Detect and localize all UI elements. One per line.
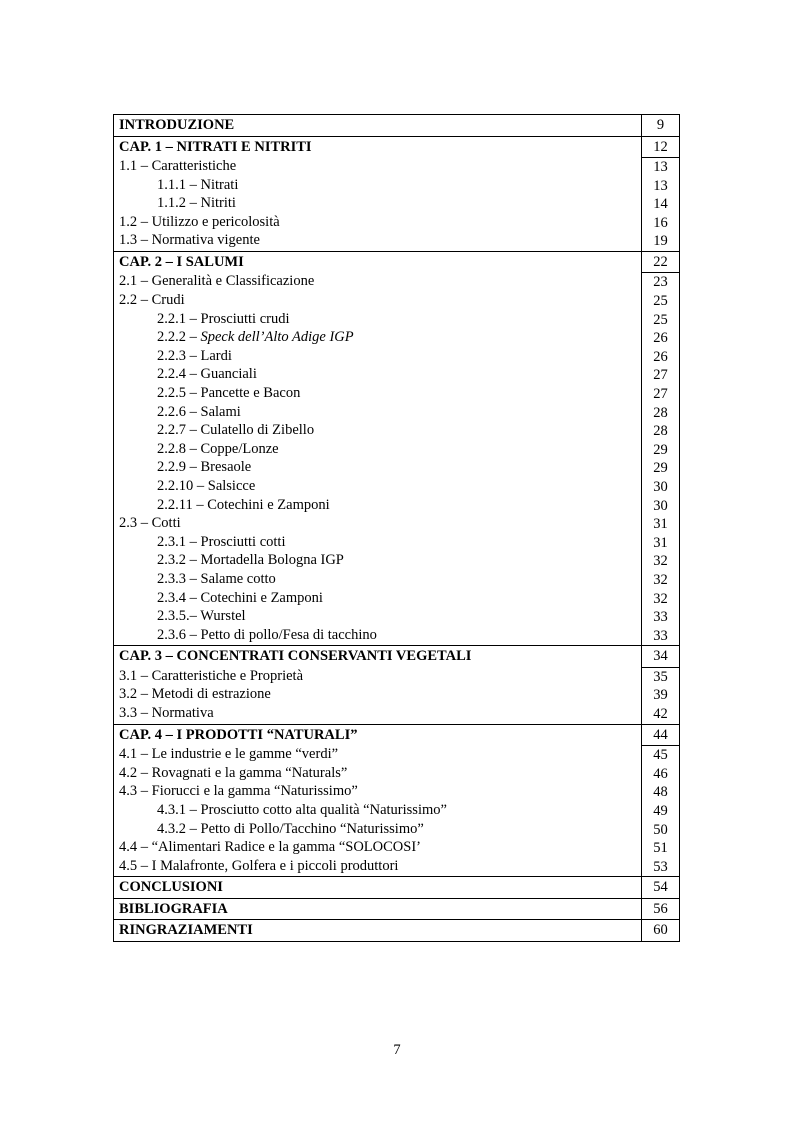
toc-page-number: 13 bbox=[653, 159, 668, 175]
toc-page-number: 33 bbox=[653, 609, 668, 626]
toc-page-number: 27 bbox=[653, 367, 668, 384]
toc-pages-column bbox=[642, 137, 679, 251]
toc-page-number: 16 bbox=[653, 214, 668, 231]
toc-entry-text: 2.2.8 – Coppe/Lonze bbox=[157, 440, 279, 457]
toc-entry-text: BIBLIOGRAFIA bbox=[119, 900, 228, 917]
toc-entry-title bbox=[114, 213, 641, 232]
toc-titles-column bbox=[114, 725, 642, 877]
toc-pages-column bbox=[642, 920, 679, 941]
toc-entry-title bbox=[114, 857, 641, 876]
toc-chapter-title bbox=[114, 725, 641, 746]
toc-entry-text: 2.2.10 – Salsicce bbox=[157, 478, 256, 494]
toc-chapter-title bbox=[114, 920, 641, 941]
toc-entry-text: 2.3.5.– Wurstel bbox=[157, 608, 246, 625]
toc-entry-text: 2.3.2 – Mortadella Bologna IGP bbox=[157, 552, 344, 569]
toc-titles-column bbox=[114, 252, 642, 645]
toc-page-number: 56 bbox=[653, 900, 668, 917]
toc-entry-text: 3.1 – Caratteristiche e Proprietà bbox=[119, 667, 304, 684]
toc-page-number: 12 bbox=[642, 137, 679, 159]
toc-entry-text: 2.2.7 – Culatello di Zibello bbox=[157, 422, 315, 439]
toc-page-number: 14 bbox=[653, 196, 668, 213]
toc-entry-text: 1.3 – Normativa vigente bbox=[119, 232, 260, 249]
toc-entry-text: 2.3.3 – Salame cotto bbox=[157, 570, 276, 587]
toc-page-number: 22 bbox=[642, 252, 679, 274]
toc-entry-text: RINGRAZIAMENTI bbox=[119, 922, 253, 939]
toc-page-number: 33 bbox=[653, 627, 668, 644]
toc-page-number: 27 bbox=[653, 386, 668, 403]
toc-page-number: 31 bbox=[653, 516, 668, 533]
toc-entry-title bbox=[114, 194, 641, 213]
toc-entry-title bbox=[114, 514, 641, 533]
toc-page-number: 46 bbox=[653, 765, 668, 782]
toc-page-number: 50 bbox=[653, 821, 668, 838]
toc-page-number: 32 bbox=[653, 571, 668, 588]
toc-entry-title bbox=[114, 533, 641, 552]
toc-page-number: 32 bbox=[653, 590, 668, 607]
toc-entry-title bbox=[114, 310, 641, 329]
toc-entry-text: 4.5 – I Malafronte, Golfera e i piccoli produttori bbox=[119, 857, 399, 874]
toc-page-number: 9 bbox=[656, 117, 665, 133]
toc-entry-title bbox=[114, 704, 641, 723]
toc-entry-text: 2.2.4 – Guanciali bbox=[157, 366, 257, 383]
toc-entry-text: 3.2 – Metodi di estrazione bbox=[119, 686, 271, 703]
toc-section bbox=[114, 137, 679, 252]
toc-section bbox=[114, 252, 679, 646]
toc-chapter-title bbox=[114, 646, 641, 667]
toc-section bbox=[114, 877, 679, 899]
toc-entry-text: 1.1 – Caratteristiche bbox=[119, 158, 237, 174]
toc-entry-title bbox=[114, 496, 641, 515]
toc-entry-title bbox=[114, 589, 641, 608]
toc-entry-text: 2.1 – Generalità e Classificazione bbox=[119, 273, 315, 290]
toc-titles-column bbox=[114, 137, 642, 251]
toc-entry-text: CAP. 2 – I SALUMI bbox=[119, 253, 244, 270]
toc-entry-text: 4.3 – Fiorucci e la gamma “Naturissimo” bbox=[119, 783, 358, 800]
toc-entry-text: 4.1 – Le industrie e le gamme “verdi” bbox=[119, 746, 339, 763]
toc-entry-text: 4.3.2 – Petto di Pollo/Tacchino “Naturissimo” bbox=[157, 820, 424, 837]
toc-entry-title bbox=[114, 551, 641, 570]
toc-page-number: 30 bbox=[653, 479, 668, 495]
toc-entry-title bbox=[114, 440, 641, 459]
toc-entry-text: INTRODUZIONE bbox=[119, 117, 235, 133]
table-of-contents bbox=[113, 114, 680, 942]
toc-entry-text: 2.2.6 – Salami bbox=[157, 403, 241, 420]
toc-pages-column bbox=[642, 252, 679, 645]
toc-page-number: 29 bbox=[653, 460, 668, 477]
toc-entry-text: 2.3 – Cotti bbox=[119, 515, 181, 532]
toc-chapter-title bbox=[114, 899, 641, 920]
toc-page-number: 60 bbox=[653, 922, 668, 939]
toc-entry-text: 1.1.2 – Nitriti bbox=[157, 195, 236, 212]
toc-page-number: 28 bbox=[653, 404, 668, 421]
toc-section bbox=[114, 920, 679, 941]
toc-entry-title bbox=[114, 365, 641, 384]
toc-titles-column bbox=[114, 877, 642, 898]
toc-entry-title bbox=[114, 291, 641, 310]
toc-page-number: 48 bbox=[653, 784, 668, 801]
toc-entry-title bbox=[114, 477, 641, 496]
toc-page-number: 26 bbox=[653, 330, 668, 347]
toc-entry-title bbox=[114, 403, 641, 422]
toc-section bbox=[114, 115, 679, 137]
toc-page-number: 30 bbox=[653, 497, 668, 514]
toc-entry-title bbox=[114, 421, 641, 440]
toc-titles-column bbox=[114, 115, 642, 136]
toc-entry-text: 4.3.1 – Prosciutto cotto alta qualità “Naturissimo” bbox=[157, 801, 447, 818]
toc-page-number: 39 bbox=[653, 687, 668, 704]
toc-entry-title bbox=[114, 458, 641, 477]
toc-entry-text: 2.3.4 – Cotechini e Zamponi bbox=[157, 589, 323, 606]
toc-entry-title bbox=[114, 667, 641, 686]
toc-entry-title bbox=[114, 570, 641, 589]
toc-page-number: 45 bbox=[653, 747, 668, 764]
toc-page-number: 13 bbox=[653, 177, 668, 194]
toc-entry-text: CAP. 3 – CONCENTRATI CONSERVANTI VEGETALI bbox=[119, 648, 472, 665]
toc-page-number: 28 bbox=[653, 423, 668, 440]
toc-pages-column bbox=[642, 899, 679, 920]
toc-pages-column bbox=[642, 646, 679, 723]
toc-entry-text: 2.3.1 – Prosciutti cotti bbox=[157, 533, 286, 550]
toc-page-number: 51 bbox=[653, 840, 668, 857]
toc-page-number: 44 bbox=[642, 725, 679, 747]
toc-entry-title bbox=[114, 272, 641, 291]
toc-page-number: 49 bbox=[653, 802, 668, 819]
toc-entry-title bbox=[114, 820, 641, 839]
toc-chapter-title bbox=[114, 137, 641, 158]
toc-titles-column bbox=[114, 646, 642, 723]
toc-entry-title bbox=[114, 626, 641, 645]
toc-page-number: 25 bbox=[653, 311, 668, 328]
toc-section bbox=[114, 646, 679, 724]
toc-chapter-title bbox=[114, 252, 641, 273]
toc-entry-title bbox=[114, 176, 641, 195]
toc-entry-text: 3.3 – Normativa bbox=[119, 705, 214, 722]
toc-pages-column bbox=[642, 115, 679, 136]
toc-entry-text: 2.2.3 – Lardi bbox=[157, 347, 232, 364]
toc-section bbox=[114, 725, 679, 878]
toc-page-number: 19 bbox=[653, 233, 668, 250]
toc-entry-title bbox=[114, 745, 641, 764]
toc-entry-title bbox=[114, 347, 641, 366]
toc-section bbox=[114, 899, 679, 921]
toc-page-number: 25 bbox=[653, 293, 668, 310]
toc-entry-title bbox=[114, 157, 641, 176]
toc-entry-title bbox=[114, 384, 641, 403]
toc-entry-title bbox=[114, 764, 641, 783]
toc-page-number: 35 bbox=[653, 668, 668, 685]
toc-entry-title bbox=[114, 607, 641, 626]
toc-page-number: 29 bbox=[653, 441, 668, 458]
toc-page-number: 32 bbox=[653, 553, 668, 570]
toc-entry-text: CAP. 1 – NITRATI E NITRITI bbox=[119, 138, 312, 155]
toc-entry-text: 2.2.5 – Pancette e Bacon bbox=[157, 385, 301, 402]
toc-pages-column bbox=[642, 877, 679, 898]
toc-page-number: 34 bbox=[642, 646, 679, 668]
toc-entry-title bbox=[114, 801, 641, 820]
toc-page-number: 53 bbox=[653, 858, 668, 875]
toc-page-number: 54 bbox=[653, 879, 668, 896]
toc-page-number: 23 bbox=[653, 274, 668, 291]
toc-entry-text: 4.2 – Rovagnati e la gamma “Naturals” bbox=[119, 764, 348, 781]
toc-entry-text: CAP. 4 – I PRODOTTI “NATURALI” bbox=[119, 726, 358, 743]
toc-entry-text: 2.2.1 – Prosciutti crudi bbox=[157, 310, 290, 327]
toc-titles-column bbox=[114, 899, 642, 920]
toc-entry-title bbox=[114, 328, 641, 347]
toc-entry-italic-text: Speck dell’Alto Adige IGP bbox=[200, 329, 354, 346]
toc-chapter-title bbox=[114, 877, 641, 898]
toc-entry-title bbox=[114, 838, 641, 857]
toc-titles-column bbox=[114, 920, 642, 941]
toc-entry-text: 4.4 – “Alimentari Radice e la gamma “SOLOCOSI’ bbox=[119, 839, 422, 856]
toc-page-number: 31 bbox=[653, 534, 668, 551]
toc-entry-text: 1.2 – Utilizzo e pericolosità bbox=[119, 213, 280, 230]
page-number: 7 bbox=[393, 1042, 401, 1058]
toc-entry-title bbox=[114, 685, 641, 704]
toc-entry-text: 2.3.6 – Petto di pollo/Fesa di tacchino bbox=[157, 626, 377, 643]
toc-entry-text: 2.2.11 – Cotechini e Zamponi bbox=[157, 496, 330, 513]
toc-entry-title bbox=[114, 231, 641, 250]
toc-page-number: 42 bbox=[653, 706, 668, 723]
toc-entry-text: CONCLUSIONI bbox=[119, 879, 223, 896]
toc-entry-title bbox=[114, 782, 641, 801]
toc-chapter-title bbox=[114, 115, 641, 136]
toc-entry-text: 2.2 – Crudi bbox=[119, 292, 185, 309]
toc-entry-text: 1.1.1 – Nitrati bbox=[157, 176, 239, 193]
toc-pages-column bbox=[642, 725, 679, 877]
toc-page-number: 26 bbox=[653, 348, 668, 365]
toc-entry-text: 2.2.9 – Bresaole bbox=[157, 459, 252, 476]
toc-entry-text: 2.2.2 – bbox=[157, 329, 201, 346]
